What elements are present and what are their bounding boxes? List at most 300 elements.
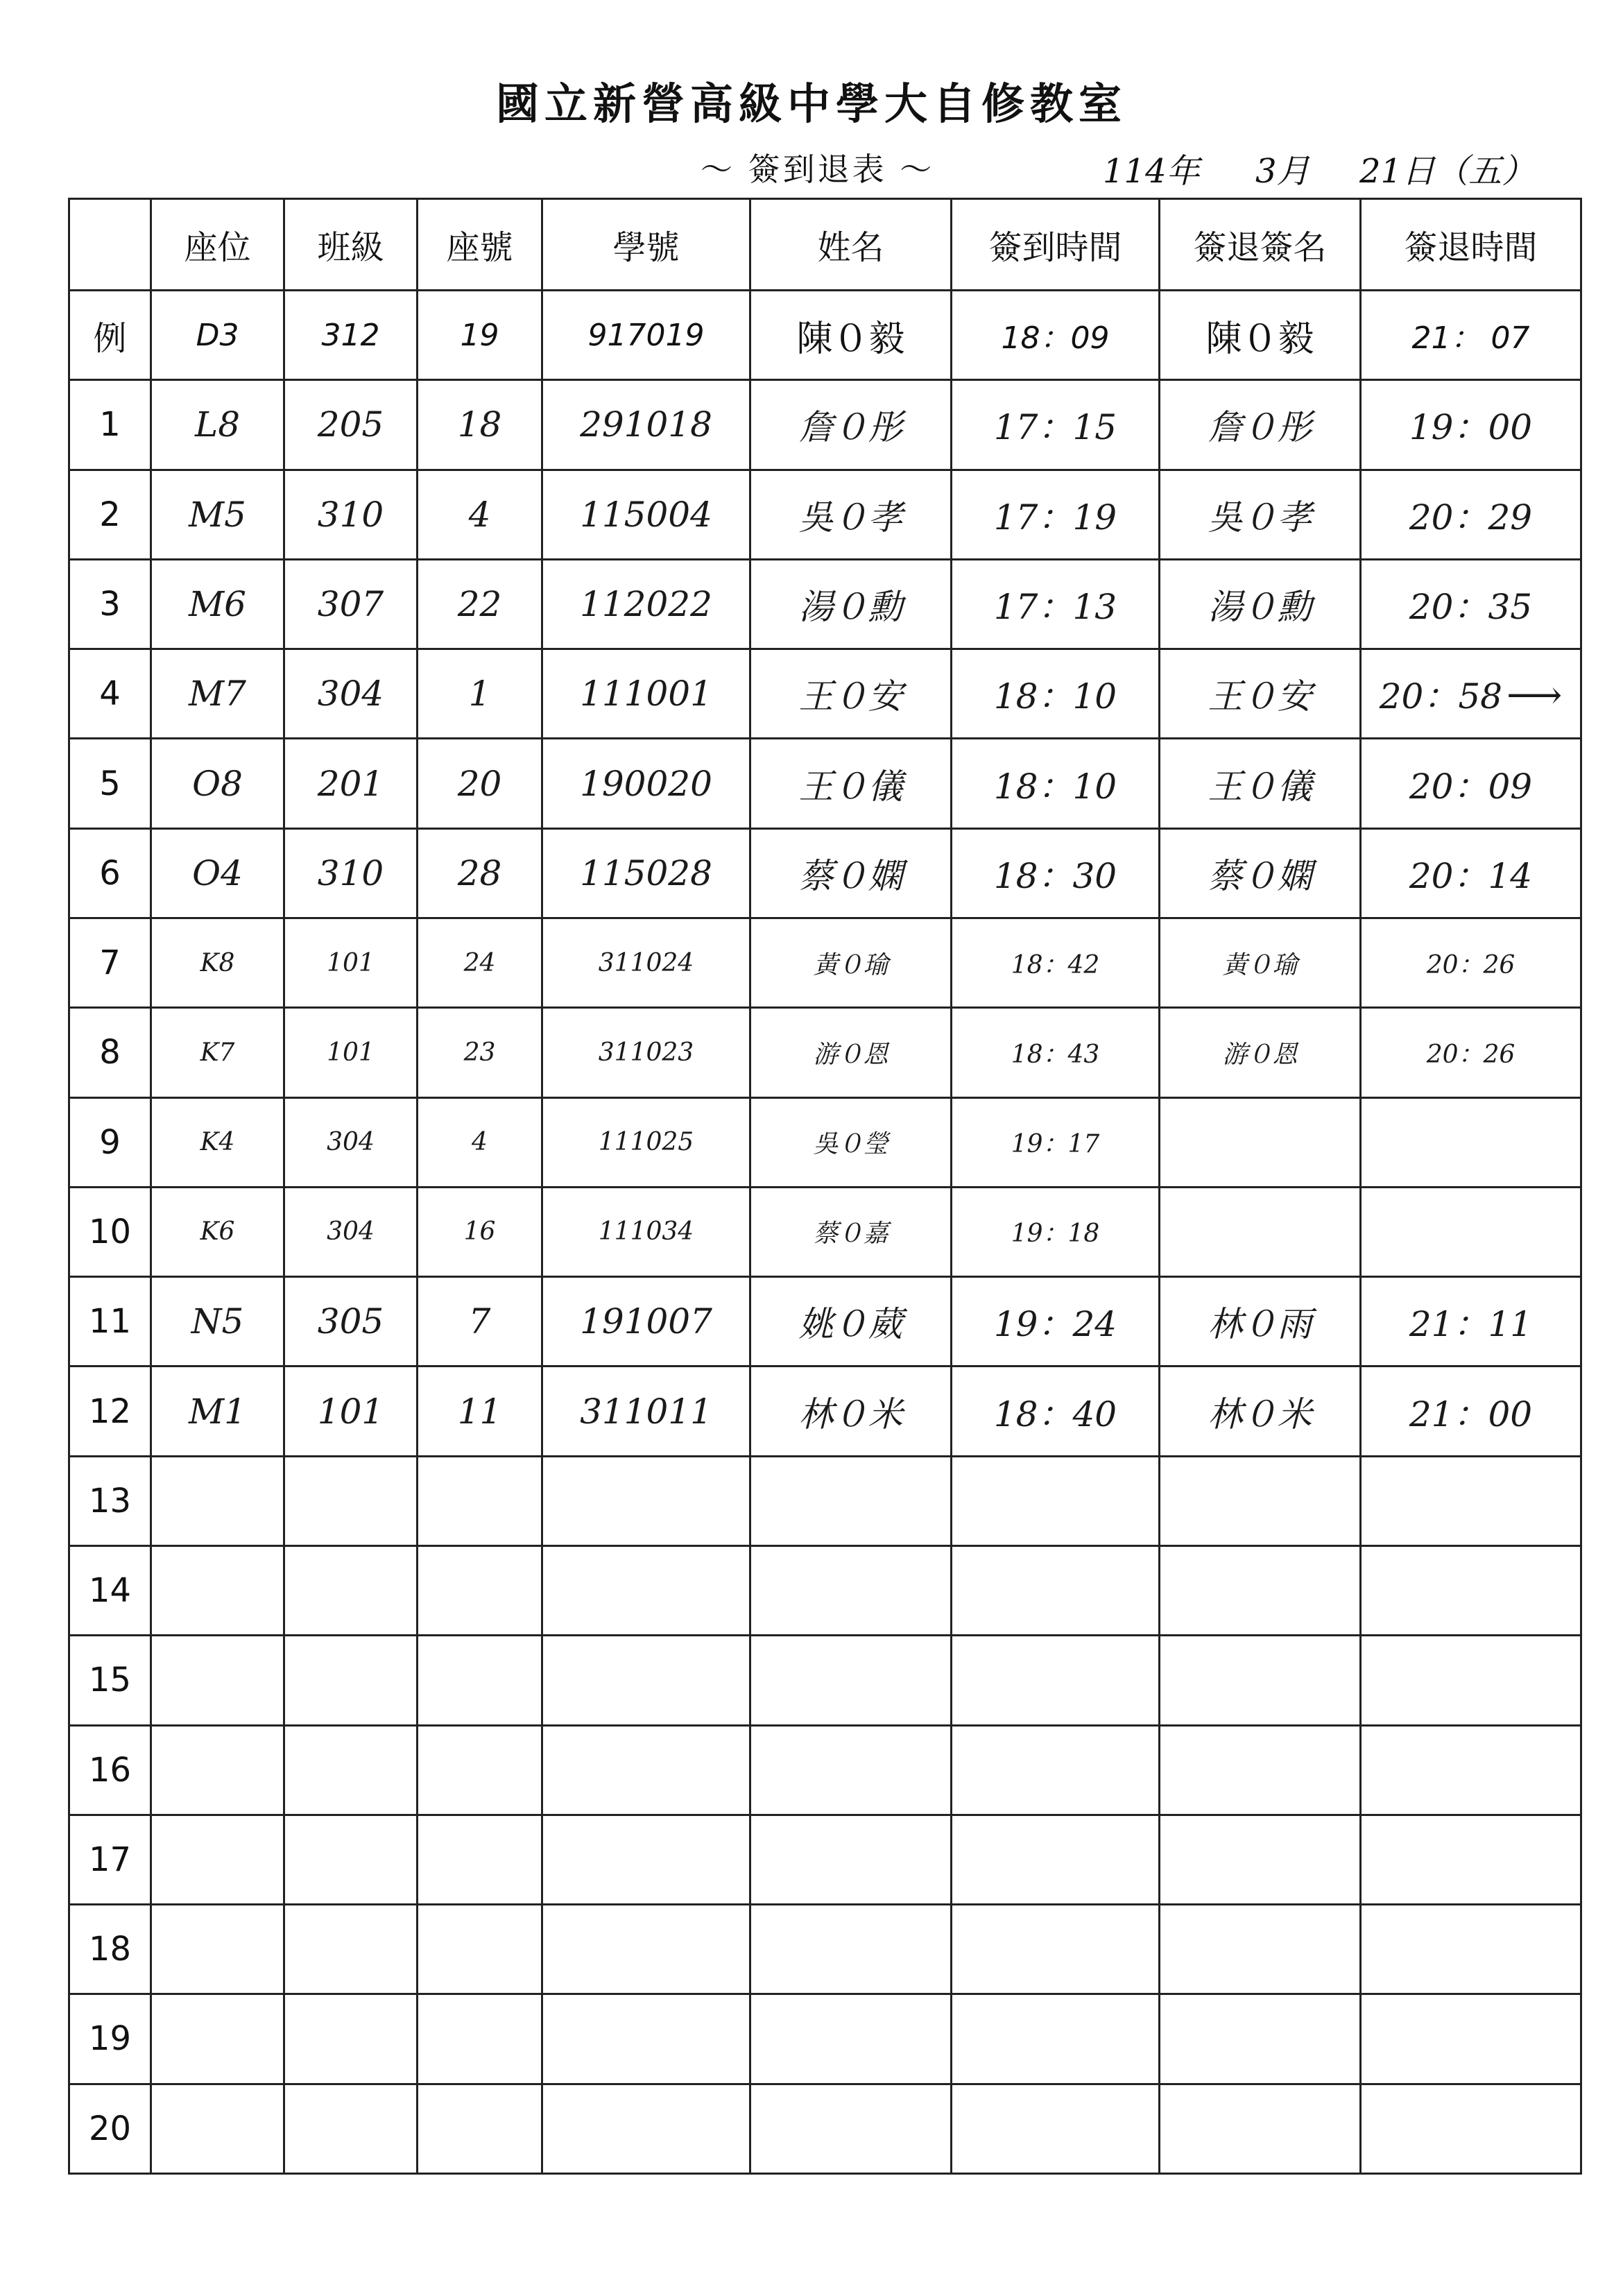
row-label (69, 1008, 151, 1097)
name-signature-cell (750, 649, 952, 739)
class-cell-text: 307 (317, 583, 384, 624)
row-label (69, 918, 151, 1007)
seat-cell (151, 1277, 284, 1367)
signin-time-cell-text: 18：30 (993, 855, 1117, 896)
seat-number-cell (418, 559, 542, 649)
class-cell-text: 101 (327, 1038, 375, 1067)
signout-signature-cell (1160, 1277, 1361, 1367)
name-signature-cell (750, 1636, 952, 1725)
student-id-cell (542, 1008, 750, 1097)
signout-time-cell (1361, 739, 1581, 828)
student-id-cell-text: 111025 (598, 1128, 694, 1157)
row-label (69, 1367, 151, 1456)
table-body (69, 291, 1581, 2174)
row-label-text: 4 (99, 674, 121, 714)
student-id-cell (542, 1636, 750, 1725)
class-cell (284, 2084, 418, 2173)
row-label-text: 19 (88, 2019, 132, 2059)
name-signature-cell (750, 1456, 952, 1545)
signout-time-cell-text: 21：11 (1409, 1304, 1533, 1345)
class-cell (284, 649, 418, 739)
signout-time-cell (1361, 1725, 1581, 1815)
seat-cell-text: K7 (200, 1038, 235, 1067)
table-row (69, 739, 1581, 828)
signout-time-cell (1361, 649, 1581, 739)
signout-time-cell (1361, 1545, 1581, 1635)
student-id-cell-text: 917019 (587, 317, 705, 353)
student-id-cell (542, 1994, 750, 2084)
table-row (69, 1367, 1581, 1456)
signin-time-cell-text: 19：18 (1011, 1219, 1100, 1249)
seat-number-cell (418, 1636, 542, 1725)
row-label-text: 10 (88, 1212, 132, 1251)
name-signature-cell (750, 380, 952, 470)
table-row (69, 1905, 1581, 1994)
seat-cell (151, 918, 284, 1007)
seat-number-cell-text: 23 (463, 1038, 496, 1067)
signin-time-cell-text: 18：10 (993, 766, 1117, 807)
header-seat: 座位 (151, 199, 284, 291)
row-label (69, 1725, 151, 1815)
page-title: 國立新營高級中學大自修教室 (495, 78, 1127, 129)
signout-time-cell-text: 21： 07 (1411, 320, 1530, 357)
signin-time-cell (952, 470, 1160, 559)
row-label (69, 1097, 151, 1187)
name-signature-cell-text: 王０安 (798, 676, 903, 717)
date-month: 3月 (1255, 152, 1310, 191)
name-signature-cell-text: 黃０瑜 (813, 950, 888, 979)
signin-time-cell (952, 828, 1160, 918)
name-signature-cell (750, 918, 952, 1007)
row-label (69, 739, 151, 828)
student-id-cell (542, 1367, 750, 1456)
name-signature-cell (750, 1277, 952, 1367)
row-label-text: 例 (93, 318, 127, 358)
seat-number-cell (418, 1545, 542, 1635)
seat-cell (151, 649, 284, 739)
signout-signature-cell (1160, 1008, 1361, 1097)
class-cell-text: 310 (317, 853, 384, 893)
signout-signature-cell-text: 詹０彤 (1208, 407, 1312, 448)
seat-cell (151, 2084, 284, 2173)
seat-cell-text: N5 (191, 1301, 244, 1342)
seat-cell (151, 1187, 284, 1276)
table-row (69, 1456, 1581, 1545)
signout-time-cell (1361, 828, 1581, 918)
seat-number-cell (418, 918, 542, 1007)
signout-time-cell (1361, 918, 1581, 1007)
signin-time-cell-text: 17：15 (993, 407, 1117, 448)
table-row (69, 1277, 1581, 1367)
class-cell-text: 304 (317, 674, 384, 714)
signout-signature-cell-text: 游０恩 (1222, 1040, 1298, 1069)
class-cell (284, 1008, 418, 1097)
seat-number-cell (418, 1097, 542, 1187)
seat-number-cell (418, 470, 542, 559)
seat-cell-text: L8 (194, 404, 240, 445)
row-label (69, 470, 151, 559)
seat-number-cell (418, 1187, 542, 1276)
signin-time-cell (952, 1636, 1160, 1725)
table-row (69, 559, 1581, 649)
seat-number-cell-text: 22 (457, 583, 502, 624)
signout-time-cell (1361, 1636, 1581, 1725)
signin-time-cell (952, 649, 1160, 739)
seat-number-cell (418, 2084, 542, 2173)
signout-signature-cell-text: 林０雨 (1208, 1304, 1312, 1345)
signin-time-cell (952, 2084, 1160, 2173)
student-id-cell-text: 111001 (580, 674, 712, 714)
student-id-cell-text: 115028 (580, 853, 712, 893)
signout-time-cell-text: 21：00 (1409, 1394, 1533, 1434)
student-id-cell-text: 311024 (598, 948, 694, 977)
signin-time-cell (952, 1725, 1160, 1815)
name-signature-cell (750, 1367, 952, 1456)
class-cell (284, 470, 418, 559)
row-label (69, 828, 151, 918)
seat-number-cell (418, 1994, 542, 2084)
class-cell (284, 1636, 418, 1725)
student-id-cell (542, 291, 750, 380)
name-signature-cell (750, 1815, 952, 1904)
signin-time-cell (952, 1277, 1160, 1367)
signout-signature-cell-text: 林０米 (1208, 1394, 1312, 1434)
signout-signature-cell (1160, 1815, 1361, 1904)
signout-time-cell-text: 20：26 (1426, 1040, 1515, 1069)
signout-signature-cell (1160, 380, 1361, 470)
name-signature-cell-text: 詹０彤 (798, 407, 903, 448)
row-label-text: 9 (99, 1122, 121, 1162)
seat-cell (151, 1636, 284, 1725)
table-row (69, 1636, 1581, 1725)
seat-number-cell (418, 380, 542, 470)
seat-number-cell-text: 20 (457, 763, 502, 804)
seat-cell-text: K4 (200, 1128, 235, 1157)
signout-signature-cell (1160, 918, 1361, 1007)
seat-number-cell (418, 1367, 542, 1456)
signout-signature-cell (1160, 828, 1361, 918)
seat-number-cell-text: 28 (457, 853, 502, 893)
class-cell (284, 1187, 418, 1276)
seat-cell-text: K8 (200, 948, 235, 977)
seat-cell-text: M5 (188, 494, 246, 535)
seat-cell-text: M6 (188, 583, 246, 624)
date-day: 21日（五） (1359, 152, 1536, 191)
seat-cell-text: O8 (192, 763, 243, 804)
row-label (69, 1905, 151, 1994)
class-cell (284, 739, 418, 828)
signout-time-cell (1361, 1097, 1581, 1187)
row-label-text: 20 (88, 2109, 132, 2148)
name-signature-cell (750, 1097, 952, 1187)
form-subtitle: ～ 簽到退表 ～ (701, 151, 935, 188)
seat-number-cell-text: 18 (457, 404, 502, 445)
signout-signature-cell (1160, 2084, 1361, 2173)
signin-time-cell (952, 1367, 1160, 1456)
seat-number-cell (418, 1456, 542, 1545)
seat-cell (151, 828, 284, 918)
signin-time-cell (952, 739, 1160, 828)
class-cell-text: 205 (317, 404, 384, 445)
name-signature-cell-text: 姚０葳 (798, 1304, 903, 1345)
row-label-text: 16 (88, 1750, 132, 1790)
table-row (69, 1097, 1581, 1187)
seat-number-cell-text: 4 (472, 1128, 488, 1157)
row-label-text: 5 (99, 764, 121, 803)
signin-time-cell (952, 559, 1160, 649)
student-id-cell (542, 1277, 750, 1367)
signin-time-cell-text: 18：43 (1011, 1040, 1100, 1069)
name-signature-cell (750, 739, 952, 828)
signout-time-cell-text: 20：29 (1409, 497, 1533, 538)
signout-time-cell (1361, 291, 1581, 380)
student-id-cell (542, 1456, 750, 1545)
signout-time-cell-text: 20：14 (1409, 855, 1533, 896)
student-id-cell (542, 1905, 750, 1994)
class-cell-text: 310 (317, 494, 384, 535)
student-id-cell (542, 828, 750, 918)
header-name: 姓名 (750, 199, 952, 291)
table-row (69, 1187, 1581, 1276)
seat-number-cell (418, 1815, 542, 1904)
signin-time-cell (952, 1994, 1160, 2084)
header-blank (69, 199, 151, 291)
row-label (69, 1456, 151, 1545)
signout-signature-cell-text: 王０安 (1208, 676, 1312, 717)
seat-number-cell-text: 7 (468, 1301, 491, 1342)
signout-time-cell (1361, 1008, 1581, 1097)
seat-number-cell-text: 24 (463, 948, 496, 977)
seat-cell (151, 1367, 284, 1456)
signin-time-cell-text: 18：09 (1001, 320, 1110, 357)
signout-signature-cell (1160, 559, 1361, 649)
signin-time-cell (952, 918, 1160, 1007)
signin-table (68, 198, 1582, 2175)
signout-signature-cell-text: 蔡０嫻 (1208, 855, 1312, 896)
seat-cell-text: M1 (188, 1391, 246, 1432)
table-row (69, 1815, 1581, 1904)
row-label-text: 1 (99, 405, 121, 445)
table-row (69, 1725, 1581, 1815)
class-cell (284, 918, 418, 1007)
class-cell (284, 291, 418, 380)
row-label (69, 1277, 151, 1367)
student-id-cell-text: 115004 (580, 494, 712, 535)
signout-time-cell (1361, 559, 1581, 649)
header-seat-number: 座號 (418, 199, 542, 291)
seat-number-cell (418, 1277, 542, 1367)
class-cell (284, 1097, 418, 1187)
seat-number-cell-text: 19 (460, 317, 499, 353)
seat-cell (151, 1725, 284, 1815)
signout-signature-cell (1160, 1456, 1361, 1545)
header-signin-time: 簽到時間 (952, 199, 1160, 291)
seat-number-cell (418, 291, 542, 380)
signin-time-cell (952, 1905, 1160, 1994)
signout-signature-cell (1160, 1187, 1361, 1276)
student-id-cell-text: 112022 (580, 583, 712, 624)
seat-cell-text: O4 (192, 853, 243, 893)
signin-time-cell (952, 1097, 1160, 1187)
signout-signature-cell-text: 陳０毅 (1205, 318, 1314, 360)
signout-time-cell (1361, 470, 1581, 559)
student-id-cell-text: 191007 (580, 1301, 712, 1342)
table-row (69, 470, 1581, 559)
signout-time-cell (1361, 380, 1581, 470)
name-signature-cell-text: 蔡０嘉 (813, 1219, 888, 1249)
signin-time-cell-text: 17：19 (993, 497, 1117, 538)
signout-time-cell-text: 20：58 (1379, 676, 1502, 717)
signin-time-cell-text: 19：17 (1011, 1130, 1100, 1159)
seat-cell (151, 1994, 284, 2084)
seat-cell (151, 380, 284, 470)
name-signature-cell-text: 林０米 (798, 1394, 903, 1434)
signout-time-cell (1361, 1187, 1581, 1276)
signin-time-cell-text: 17：13 (993, 586, 1117, 627)
row-label-text: 11 (88, 1302, 132, 1342)
row-label-text: 12 (88, 1391, 132, 1431)
seat-cell (151, 1456, 284, 1545)
header-class: 班級 (284, 199, 418, 291)
signout-time-cell-text: 20：26 (1426, 950, 1515, 979)
student-id-cell (542, 470, 750, 559)
class-cell (284, 1815, 418, 1904)
student-id-cell (542, 559, 750, 649)
student-id-cell-text: 291018 (580, 404, 712, 445)
student-id-cell-text: 190020 (580, 763, 712, 804)
signout-signature-cell (1160, 1367, 1361, 1456)
class-cell (284, 1545, 418, 1635)
signout-time-cell-text: 19：00 (1409, 407, 1533, 448)
signin-time-cell (952, 291, 1160, 380)
class-cell (284, 559, 418, 649)
name-signature-cell-text: 游０恩 (813, 1040, 888, 1069)
arrow-right-icon: ⟶ (1506, 673, 1563, 719)
row-label-text: 15 (88, 1661, 132, 1700)
class-cell-text: 201 (317, 763, 384, 804)
student-id-cell (542, 1725, 750, 1815)
seat-cell (151, 1905, 284, 1994)
row-label-text: 14 (88, 1571, 132, 1611)
signout-time-cell-text: 20：35 (1409, 586, 1533, 627)
signout-signature-cell (1160, 291, 1361, 380)
signout-time-cell (1361, 1994, 1581, 2084)
seat-number-cell-text: 4 (468, 494, 491, 535)
student-id-cell (542, 2084, 750, 2173)
seat-cell (151, 1815, 284, 1904)
header-signout-signature: 簽退簽名 (1160, 199, 1361, 291)
name-signature-cell (750, 828, 952, 918)
table-row (69, 649, 1581, 739)
class-cell (284, 1994, 418, 2084)
signin-time-cell (952, 1815, 1160, 1904)
seat-cell (151, 1008, 284, 1097)
signout-signature-cell-text: 黃０瑜 (1222, 950, 1298, 979)
class-cell (284, 1456, 418, 1545)
name-signature-cell (750, 1187, 952, 1276)
name-signature-cell-text: 王０儀 (798, 766, 903, 807)
signout-time-cell (1361, 2084, 1581, 2173)
signout-signature-cell (1160, 739, 1361, 828)
table-row (69, 918, 1581, 1007)
seat-cell-text: D3 (196, 317, 239, 353)
row-label-text: 6 (99, 853, 121, 893)
signout-time-cell (1361, 1815, 1581, 1904)
row-label-text: 3 (99, 584, 121, 624)
row-label-text: 7 (99, 943, 121, 983)
signin-time-cell-text: 19：24 (993, 1304, 1117, 1345)
class-cell (284, 1367, 418, 1456)
name-signature-cell-text: 吳０孝 (798, 497, 903, 538)
class-cell (284, 1725, 418, 1815)
student-id-cell (542, 1097, 750, 1187)
signin-time-cell (952, 1187, 1160, 1276)
class-cell-text: 305 (317, 1301, 384, 1342)
row-label (69, 380, 151, 470)
signout-time-cell (1361, 1905, 1581, 1994)
seat-number-cell (418, 649, 542, 739)
seat-number-cell (418, 1725, 542, 1815)
class-cell-text: 304 (327, 1217, 375, 1246)
signout-signature-cell (1160, 1097, 1361, 1187)
student-id-cell (542, 918, 750, 1007)
row-label-text: 18 (88, 1930, 132, 1969)
table-row (69, 380, 1581, 470)
example-row (69, 291, 1581, 380)
class-cell-text: 304 (327, 1128, 375, 1157)
row-label-text: 8 (99, 1033, 121, 1072)
row-label (69, 649, 151, 739)
name-signature-cell-text: 陳０毅 (796, 318, 905, 360)
signin-time-cell-text: 18：42 (1011, 950, 1100, 979)
signout-time-cell (1361, 1456, 1581, 1545)
table-row (69, 1994, 1581, 2084)
seat-number-cell (418, 1008, 542, 1097)
date-year: 114年 (1103, 152, 1200, 191)
row-label (69, 1187, 151, 1276)
seat-cell-text: K6 (200, 1217, 235, 1246)
seat-number-cell (418, 1905, 542, 1994)
signout-signature-cell (1160, 1994, 1361, 2084)
row-label-text: 13 (88, 1481, 132, 1520)
row-label (69, 291, 151, 380)
signout-signature-cell (1160, 1636, 1361, 1725)
row-label (69, 2084, 151, 2173)
signout-signature-cell-text: 王０儀 (1208, 766, 1312, 807)
signout-time-cell (1361, 1367, 1581, 1456)
student-id-cell (542, 739, 750, 828)
name-signature-cell (750, 1008, 952, 1097)
signout-signature-cell (1160, 649, 1361, 739)
student-id-cell-text: 311023 (598, 1038, 694, 1067)
student-id-cell (542, 649, 750, 739)
name-signature-cell (750, 1725, 952, 1815)
name-signature-cell (750, 2084, 952, 2173)
seat-number-cell-text: 16 (463, 1217, 496, 1246)
header-student-id: 學號 (542, 199, 750, 291)
seat-cell (151, 739, 284, 828)
student-id-cell (542, 1187, 750, 1276)
class-cell-text: 101 (317, 1391, 384, 1432)
name-signature-cell (750, 1994, 952, 2084)
signin-time-cell-text: 18：40 (993, 1394, 1117, 1434)
row-label-text: 2 (99, 495, 121, 534)
row-label (69, 559, 151, 649)
row-label (69, 1815, 151, 1904)
signout-time-cell-text: 20：09 (1409, 766, 1533, 807)
seat-number-cell-text: 1 (468, 674, 491, 714)
signin-time-cell (952, 1545, 1160, 1635)
